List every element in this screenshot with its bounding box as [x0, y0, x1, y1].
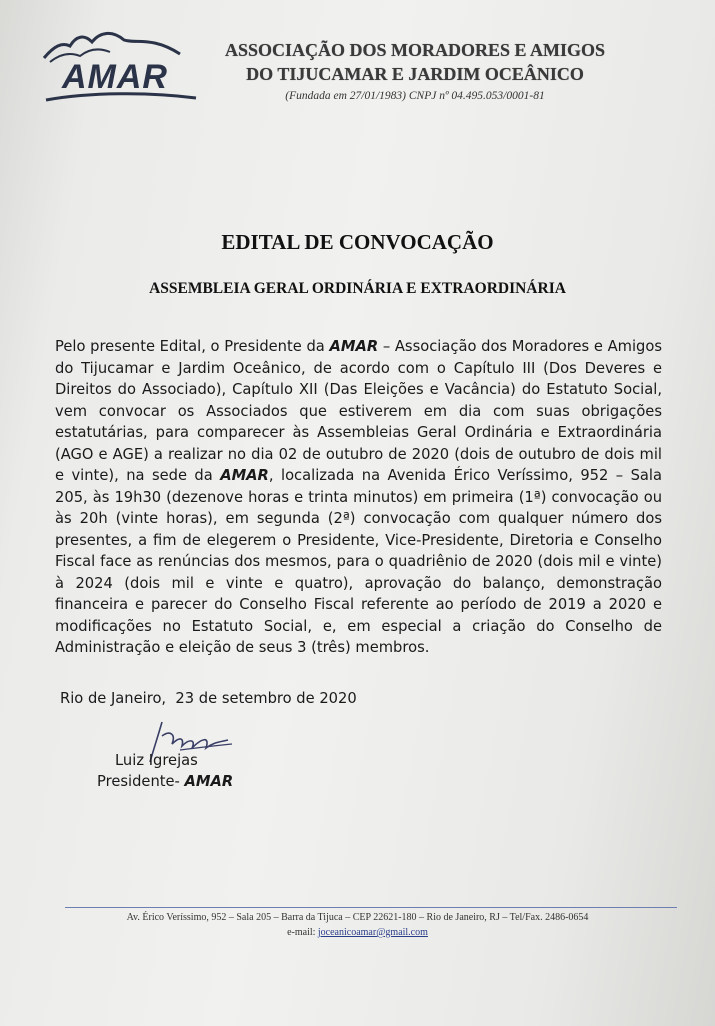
footer-email-link[interactable]: joceanicoamar@gmail.com: [317, 927, 428, 938]
signer-role-prefix: Presidente-: [97, 773, 185, 790]
edital-body: [55, 336, 662, 659]
document-subtitle: ASSEMBLEIA GERAL ORDINÁRIA E EXTRAORDINÁRIA: [149, 280, 566, 297]
body-part-2: – Associação dos Moradores e Amigos do Tijucamar e Jardim Oceânico, de acordo com o Capítulo III (Dos Deveres e Direitos do Associado), Capítulo XII (Das Eleições e Vacância) do Estatuto Social, vem convocar os Associados que estiverem em dia com suas obrigações estatutárias, para comparecer às Assembleias Geral Ordinária e Extraordinária (AGO e AGE) a realizar no dia 02 de outubro de 2020 (dois de outubro de dois mil e vinte), na sede da: [55, 338, 662, 484]
org-name-line1: ASSOCIAÇÃO DOS MORADORES E AMIGOS: [224, 40, 606, 60]
footer-email-line: [0, 927, 715, 938]
footer-email-label: e-mail:: [287, 927, 318, 938]
org-founded-cnpj: (Fundada em 27/01/1983) CNPJ nº 04.495.053/0001-81: [285, 90, 545, 102]
logo-text: AMAR: [62, 58, 168, 96]
org-name-line2: DO TIJUCAMAR E JARDIM OCEÂNICO: [246, 64, 584, 84]
document-title: EDITAL DE CONVOCAÇÃO: [221, 230, 494, 254]
footer-divider: [65, 907, 677, 908]
signer-name: Luiz Igrejas: [115, 752, 198, 769]
organization-header: [205, 38, 625, 102]
body-part-3: , localizada na Avenida Érico Veríssimo, 952 – Sala 205, às 19h30 (dezenove horas e trinta minutos) em primeira (1ª) convocação ou às 20h (vinte horas), em segunda (2ª) convocação com qualquer número dos presentes, a fim de elegerem o Presidente, Vice-Presidente, Diretoria e Conselho Fiscal face as renúncias dos mesmos, para o quadriênio de 2020 (dois mil e vinte) à 2024 (dois mil e vinte e quatro), aprovação do balanço, demonstração financeira e parecer do Conselho Fiscal referente ao período de 2019 a 2020 e modificações no Estatuto Social, e, em especial a criação do Conselho de Administração e eleição de seus 3 (três) membros.: [55, 467, 662, 656]
signer-role-org: AMAR: [184, 773, 234, 790]
footer-address: Av. Érico Veríssimo, 952 – Sala 205 – Barra da Tijuca – CEP 22621-180 – Rio de Janeiro, RJ – Tel/Fax. 2486-0654: [126, 912, 589, 923]
date-line: Rio de Janeiro, 23 de setembro de 2020: [60, 690, 357, 707]
amar-logo: [40, 28, 200, 108]
body-amar-1: AMAR: [329, 338, 379, 355]
body-part-1: Pelo presente Edital, o Presidente da: [55, 338, 330, 355]
signer-role: [97, 773, 233, 790]
body-amar-2: AMAR: [220, 467, 269, 484]
